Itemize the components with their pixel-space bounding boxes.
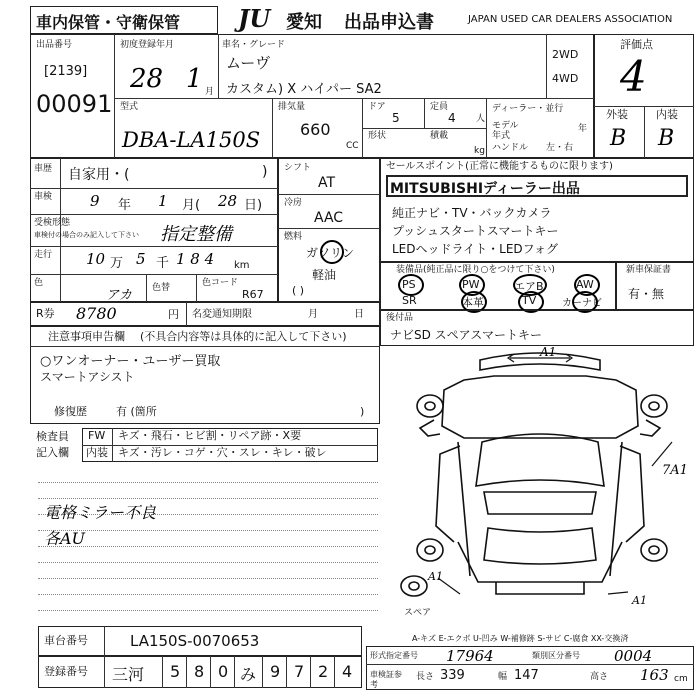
history-value: 自家用・( [68, 167, 130, 183]
ac-value: AAC [314, 210, 344, 226]
class-number: 0004 [614, 647, 653, 665]
equipment-airbag: エアB [514, 280, 544, 293]
history-close: ) [262, 164, 268, 180]
intake-value: 指定整備 [160, 224, 232, 245]
notes-line-2: スマートアシスト [40, 370, 135, 384]
equipment-ps-circle [398, 274, 424, 296]
equipment-navi: カーナビ [562, 298, 602, 309]
chassis-label: 車台番号 [44, 634, 88, 647]
stamp-label: 車内保管・守衛保管 [36, 13, 181, 32]
fuel-diesel: 軽油 [312, 268, 337, 282]
equipment-pw: PW [462, 278, 480, 291]
model-label: 型式 [120, 102, 139, 112]
inspection-month-unit: 月( [182, 198, 201, 213]
intake-sublabel: 車検付の場合のみ記入して下さい [34, 231, 139, 239]
shape-label: 形状 [368, 131, 387, 141]
exterior-label: 外装 [606, 108, 628, 121]
handle-options: 左・右 [546, 143, 574, 153]
interior-grade: B [658, 126, 675, 151]
equipment-leather: 本革 [462, 296, 484, 309]
equipment-tv: TV [522, 294, 537, 307]
inspector-label-1: 検査員 [36, 430, 69, 443]
inspector-label-2: 記入欄 [36, 446, 69, 459]
handwritten-note-2: 各AU [44, 529, 86, 548]
fuel-label: 燃料 [284, 232, 303, 242]
equipment-sr: SR [402, 294, 417, 307]
plate-char-5: 9 [270, 662, 281, 681]
warranty-value: 有・無 [628, 287, 665, 301]
form-number: 17964 [446, 647, 494, 665]
dealer-label: ディーラー・並行 [492, 104, 564, 114]
load-label: 積載 [430, 131, 449, 141]
plate-char-8: 4 [342, 662, 353, 681]
width-value: 147 [514, 668, 539, 683]
model-year-label: モデル年式 [492, 121, 519, 141]
recycle-value: 8780 [76, 304, 117, 323]
selling-points-label: セールスポイント(正常に機能するものに限ります) [386, 161, 613, 172]
shift-label: シフト [284, 163, 312, 173]
form-number-label: 形式指定番号 [370, 651, 418, 660]
plate-char-7: 2 [318, 662, 329, 681]
color-value: アカ [106, 288, 132, 303]
inspection-label: 車検 [34, 192, 53, 202]
aftermarket-label: 後付品 [386, 313, 414, 323]
car-name-label: 車名・グレード [222, 40, 286, 50]
inspection-year: 9 [90, 192, 100, 210]
mileage-man: 10 [86, 250, 106, 268]
recycle-unit: 円 [168, 308, 179, 321]
mileage-label: 走行 [34, 250, 53, 260]
registration-month-unit: 月 [205, 87, 215, 97]
mileage-rest: 1 8 4 [176, 250, 215, 268]
fw-label: FW [88, 429, 106, 442]
mileage-sen-unit: 千 [156, 256, 170, 271]
notes-label: 注意事項申告欄 [48, 330, 125, 343]
selling-point-3: LEDヘッドライト・LEDフォグ [392, 242, 559, 256]
drive-option-2wd: 2WD [552, 48, 579, 61]
warranty-label: 新車保証書 [626, 265, 672, 275]
notes-line-1: ○ワンオーナー・ユーザー買取 [40, 354, 221, 369]
inspection-day: 28 [218, 192, 238, 210]
region-name: 愛知 [286, 12, 322, 33]
ju-logo: JU [238, 4, 271, 33]
handwritten-note-1: 電格ミラー不良 [44, 503, 157, 522]
plate-char-3: 0 [218, 662, 229, 681]
score-label: 評価点 [620, 38, 653, 51]
fw-line: キズ・飛石・ヒビ割・リペア跡・X要 [118, 429, 302, 442]
displacement-label: 排気量 [278, 102, 306, 112]
plate-char-2: 8 [194, 662, 205, 681]
length-value: 339 [440, 668, 465, 683]
mileage-sen: 5 [136, 250, 146, 268]
score-value: 4 [620, 52, 647, 101]
load-unit: kg [474, 146, 485, 156]
association-name: JAPAN USED CAR DEALERS ASSOCIATION [468, 14, 673, 25]
equipment-label: 装備品(純正品に限り○をつけて下さい) [396, 265, 555, 275]
shift-value: AT [318, 175, 336, 191]
car-name: ムーヴ [226, 54, 271, 72]
lot-label: 出品番号 [36, 40, 73, 50]
inspection-year-unit: 年 [118, 198, 132, 213]
width-label: 幅 [498, 672, 508, 682]
exterior-grade: B [610, 126, 627, 151]
class-number-label: 類別区分番号 [532, 651, 580, 660]
registration-label: 初度登録年月 [120, 40, 175, 50]
color-code: R67 [242, 288, 264, 301]
repair-history-value: 有 (箇所 [116, 405, 157, 418]
capacity-value: 4 [448, 111, 456, 125]
dealer-line: MITSUBISHIディーラー出品 [390, 181, 580, 197]
plate-char-6: 7 [294, 662, 305, 681]
damage-mark-front: A1 [540, 346, 557, 359]
name-change-day: 日 [354, 309, 364, 320]
damage-mark-rear-right: A1 [632, 594, 647, 607]
color-code-label: 色コード [202, 278, 239, 288]
reference-label: 車検証参考 [370, 670, 402, 689]
doors-value: 5 [392, 111, 400, 125]
selling-point-1: 純正ナビ・TV・バックカメラ [392, 206, 552, 220]
intake-label: 受検形態 [34, 218, 71, 228]
aftermarket-value: ナビSD スペアスマートキー [390, 328, 542, 342]
ac-label: 冷房 [284, 198, 303, 208]
capacity-label: 定員 [430, 102, 449, 112]
displacement-unit: CC [346, 141, 359, 151]
handle-label: ハンドル [492, 143, 529, 153]
equipment-aw: AW [576, 278, 594, 291]
fuel-gas: ガソリン [306, 246, 355, 260]
mileage-unit: km [234, 260, 250, 271]
damage-legend: A-キズ E-エクボ U-凹み W-補修跡 S-サビ C-腐食 XX-交換済 [412, 634, 629, 643]
damage-mark-rear-left: A1 [428, 570, 443, 583]
height-label: 高さ [590, 672, 609, 682]
lot-number: 00091 [36, 90, 113, 118]
lot-bracket: [2139] [44, 64, 88, 79]
recycle-label: R券 [36, 307, 55, 320]
form-title: 出品申込書 [344, 12, 434, 33]
capacity-unit: 人 [476, 114, 486, 124]
car-damage-diagram [400, 346, 694, 608]
name-change-month: 月 [308, 309, 318, 320]
interior-check-label: 内装 [86, 446, 108, 459]
height-unit: cm [674, 674, 688, 684]
plate-label: 登録番号 [44, 665, 88, 678]
displacement-value: 660 [300, 120, 331, 139]
equipment-ps: PS [402, 278, 416, 291]
fuel-gas-circle [320, 240, 344, 264]
height-value: 163 [640, 666, 669, 684]
color-label: 色 [34, 278, 44, 288]
drive-option-4wd: 4WD [552, 72, 579, 85]
model-code: DBA-LA150S [122, 128, 261, 152]
spare-tire-label: スペア [404, 608, 432, 618]
length-label: 長さ [416, 672, 435, 682]
notes-sublabel: (不具合内容等は具体的に記入して下さい) [140, 330, 347, 343]
plate-char-4: み [240, 665, 257, 684]
repaint-label: 色替 [152, 283, 171, 293]
selling-point-2: プッシュスタートスマートキー [392, 224, 559, 238]
car-grade: カスタム) X ハイパー SA2 [226, 82, 382, 97]
doors-label: ドア [368, 102, 386, 112]
plate-char-1: 5 [170, 662, 181, 681]
model-year-unit: 年 [578, 124, 588, 134]
mileage-man-unit: 万 [110, 256, 124, 271]
history-label: 車歴 [34, 164, 53, 174]
interior-check-line: キズ・汚レ・コゲ・穴・スレ・キレ・破レ [118, 446, 327, 459]
registration-year: 28 [130, 64, 164, 94]
repair-history-close: ) [360, 405, 365, 418]
repair-history-label: 修復歴 [54, 405, 87, 418]
fuel-other: ( ) [292, 284, 305, 297]
inspection-day-unit: 日) [244, 198, 263, 213]
interior-label: 内装 [656, 108, 678, 121]
plate-region: 三河 [112, 665, 145, 684]
registration-month: 1 [186, 64, 203, 94]
chassis-number: LA150S-0070653 [130, 632, 260, 650]
inspection-month: 1 [158, 192, 168, 210]
name-change-label: 名変通知期限 [192, 309, 252, 320]
damage-mark-right: 7A1 [662, 463, 688, 478]
